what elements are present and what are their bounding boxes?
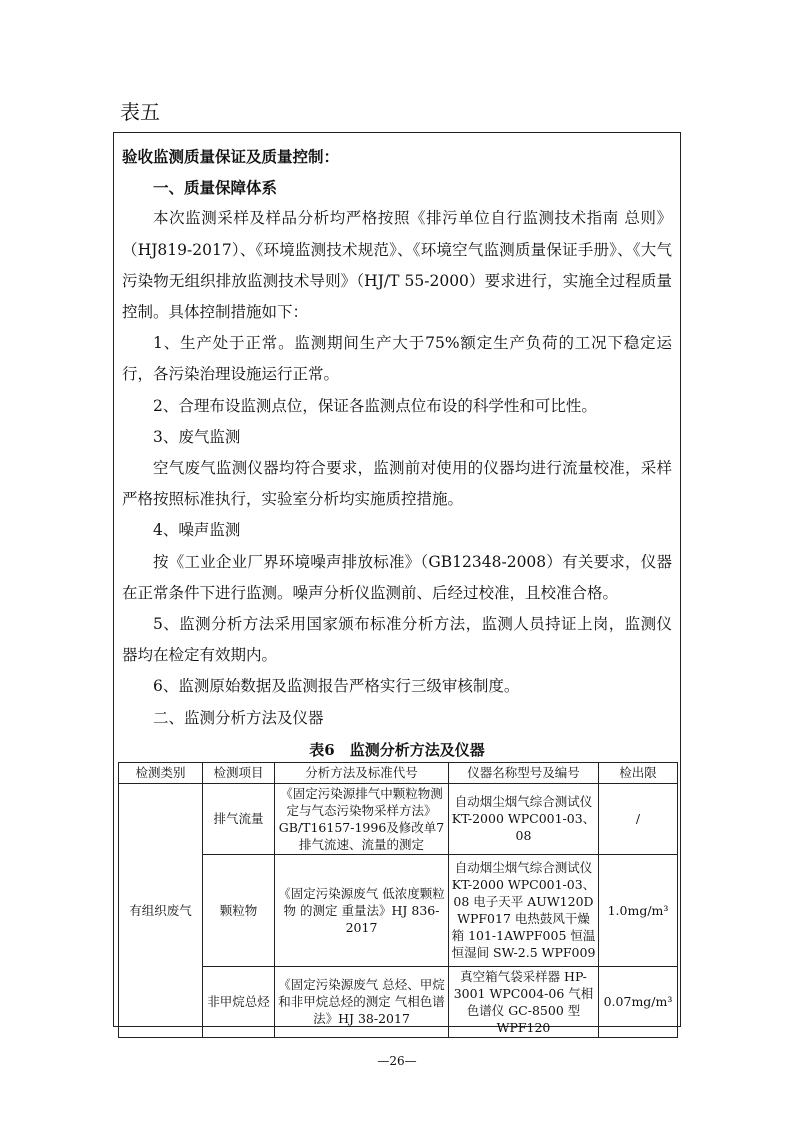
item-cell: 排气流量 bbox=[203, 783, 275, 854]
item-cell: 颗粒物 bbox=[203, 854, 275, 966]
content-body bbox=[122, 141, 672, 1038]
method-cell: 《固定污染源废气 总烃、甲烷和非甲烷总烃的测定 气相色谱法》HJ 38-2017 bbox=[275, 966, 449, 1037]
part2-title: 二、监测分析方法及仪器 bbox=[153, 708, 324, 727]
page-number: —26— bbox=[377, 1054, 417, 1068]
instrument-cell: 真空箱气袋采样器 HP-3001 WPC004-06 气相色谱仪 GC-8500 型 WPF120 bbox=[449, 966, 599, 1037]
section-title: 验收监测质量保证及质量控制： bbox=[122, 147, 340, 166]
intro-paragraph: 本次监测采样及样品分析均严格按照《排污单位自行监测技术指南 总则》（HJ819-2017）、《环境监测技术规范》、《环境空气监测质量保证手册》、《大气污染物无组织排放监测技术导则》（HJ/T 55-2000）要求进行，实施全过程质量控制。具体控制措施如下： bbox=[122, 209, 672, 322]
item-3-body: 空气废气监测仪器均符合要求，监测前对使用的仪器均进行流量校准，采样严格按照标准执行，实验室分析均实施质控措施。 bbox=[122, 459, 672, 509]
table-row bbox=[119, 966, 678, 1037]
content-frame bbox=[113, 132, 681, 1035]
item-4-body: 按《工业企业厂界环境噪声排放标准》（GB12348-2008）有关要求，仪器在正常条件下进行监测。噪声分析仪监测前、后经过校准，且校准合格。 bbox=[122, 552, 672, 602]
methods-table bbox=[118, 762, 678, 1038]
header-instrument: 仪器名称型号及编号 bbox=[449, 762, 599, 783]
part1-title: 一、质量保障体系 bbox=[153, 178, 278, 198]
method-cell: 《固定污染源废气 低浓度颗粒物 的测定 重量法》HJ 836-2017 bbox=[275, 854, 449, 966]
method-cell: 《固定污染源排气中颗粒物测定与气态污染物采样方法》GB/T16157-1996及修改单7排气流速、流量的测定 bbox=[275, 783, 449, 854]
item-5: 5、监测分析方法采用国家颁布标准分析方法，监测人员持证上岗，监测仪器均在检定有效期内。 bbox=[122, 615, 672, 665]
page-heading: 表五 bbox=[120, 100, 160, 124]
table-row bbox=[119, 783, 678, 854]
header-item: 检测项目 bbox=[203, 762, 275, 783]
table-header-row bbox=[119, 762, 678, 783]
table-title: 表6 监测分析方法及仪器 bbox=[309, 740, 485, 759]
instrument-cell: 自动烟尘烟气综合测试仪 KT-2000 WPC001-03、08 电子天平 AUW120D WPF017 电热鼓风干燥箱 101-1AWPF005 恒温恒湿间 SW-2.5 WPF009 bbox=[449, 854, 599, 966]
limit-cell: / bbox=[599, 783, 678, 854]
table-row bbox=[119, 854, 678, 966]
item-1: 1、生产处于正常。监测期间生产大于75%额定生产负荷的工况下稳定运行，各污染治理设施运行正常。 bbox=[122, 334, 672, 384]
limit-cell: 0.07mg/m³ bbox=[599, 966, 678, 1037]
item-2: 2、合理布设监测点位，保证各监测点位布设的科学性和可比性。 bbox=[153, 396, 597, 415]
item-cell: 非甲烷总烃 bbox=[203, 966, 275, 1037]
item-4-title: 4、噪声监测 bbox=[153, 521, 241, 540]
header-limit: 检出限 bbox=[599, 762, 678, 783]
header-method: 分析方法及标准代号 bbox=[275, 762, 449, 783]
instrument-cell: 自动烟尘烟气综合测试仪 KT-2000 WPC001-03、08 bbox=[449, 783, 599, 854]
category-cell: 有组织废气 bbox=[119, 783, 203, 1037]
header-category: 检测类别 bbox=[119, 762, 203, 783]
limit-cell: 1.0mg/m³ bbox=[599, 854, 678, 966]
item-6: 6、监测原始数据及监测报告严格实行三级审核制度。 bbox=[153, 677, 520, 696]
item-3-title: 3、废气监测 bbox=[153, 427, 241, 446]
